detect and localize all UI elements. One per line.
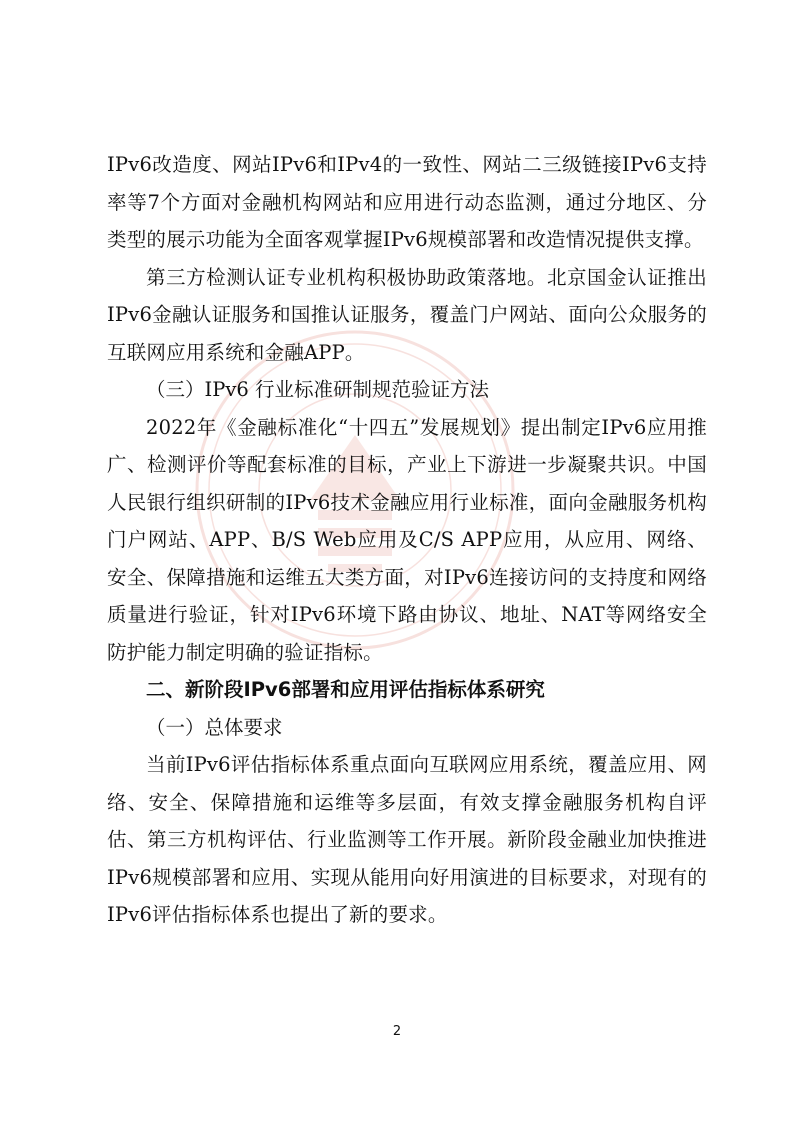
paragraph: 第三方检测认证专业机构积极协助政策落地。北京国金认证推出IPv6金融认证服务和国推认证服务，覆盖门户网站、面向公众服务的互联网应用系统和金融APP。: [107, 265, 707, 364]
page-number: 2: [392, 1024, 402, 1039]
section-heading-level2: 二、新阶段IPv6部署和应用评估指标体系研究: [146, 678, 545, 701]
section-heading-level3: （一）总体要求: [146, 715, 283, 739]
paragraph: IPv6改造度、网站IPv6和IPv4的一致性、网站二三级链接IPv6支持率等7个方面对金融机构网站和应用进行动态监测，通过分地区、分类型的展示功能为全面客观掌握IPv6规模部署和改造情况提供支撑。: [107, 153, 707, 251]
section-heading-level3: （三）IPv6 行业标准研制规范验证方法: [146, 378, 489, 401]
body-text: [107, 146, 707, 934]
paragraph: 当前IPv6评估指标体系重点面向互联网应用系统，覆盖应用、网络、安全、保障措施和运维等多层面，有效支撑金融服务机构自评估、第三方机构评估、行业监测等工作开展。新阶段金融业加快推进IPv6规模部署和应用、实现从能用向好用演进的目标要求，对现有的IPv6评估指标体系也提出了新的要求。: [107, 753, 707, 926]
paragraph: 2022年《金融标准化“十四五”发展规划》提出制定IPv6应用推广、检测评价等配套标准的目标，产业上下游进一步凝聚共识。中国人民银行组织研制的IPv6技术金融应用行业标准，面向金融服务机构门户网站、APP、B/S Web应用及C/S APP应用，从应用、网络、安全、保障措施和运维五大类方面，对IPv6连接访问的支持度和网络质量进行验证，针对IPv6环境下路由协议、地址、NAT等网络安全防护能力制定明确的验证指标。: [107, 415, 707, 664]
